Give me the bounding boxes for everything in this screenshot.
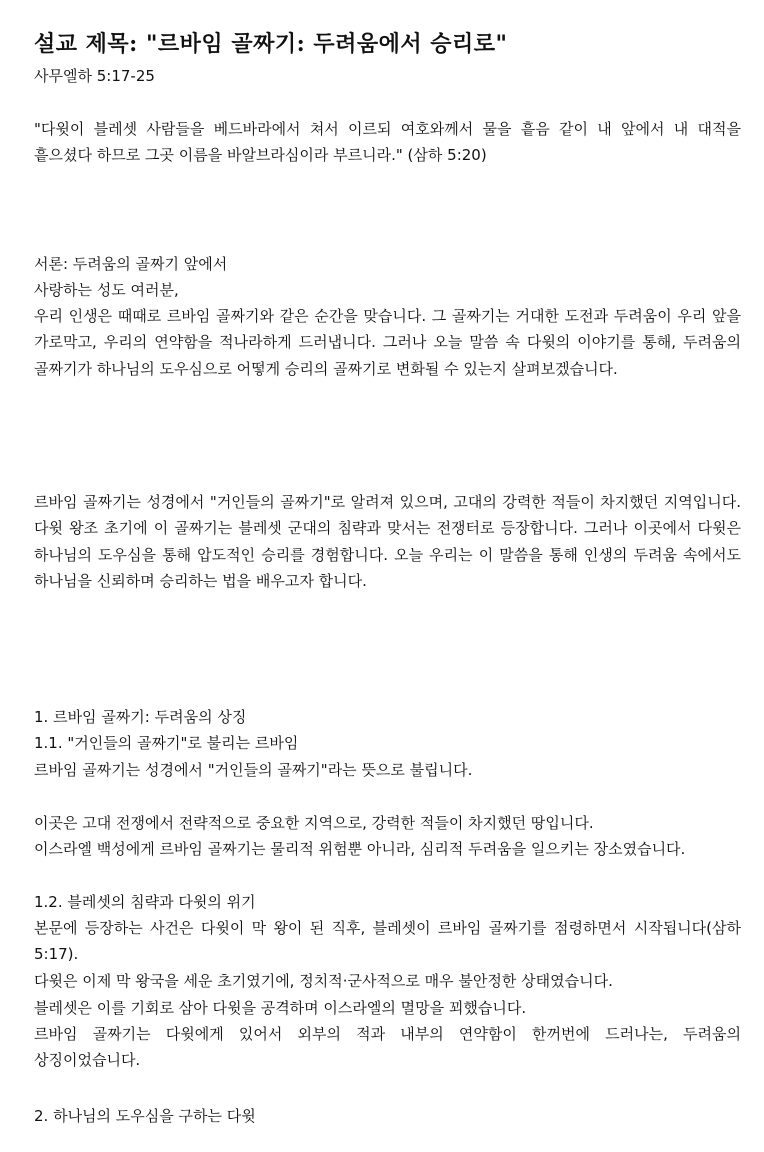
section1-sub2-line4: 르바임 골짜기는 다윗에게 있어서 외부의 적과 내부의 연약함이 한꺼번에 드러나는, 두려움의 상징이었습니다. xyxy=(34,1025,741,1070)
section1-sub2-heading: 1.2. 블레셋의 침략과 다윗의 위기 xyxy=(34,893,256,911)
sermon-title: 설교 제목: "르바임 골짜기: 두려움에서 승리로" xyxy=(34,31,508,57)
section2-heading: 2. 하나님의 도우심을 구하는 다윗 xyxy=(34,1107,256,1125)
scripture-reference: 사무엘하 5:17-25 xyxy=(34,67,155,85)
section1-sub2-line3: 블레셋은 이를 기회로 삼아 다윗을 공격하며 이스라엘의 멸망을 꾀했습니다. xyxy=(34,999,527,1017)
intro-greeting: 사랑하는 성도 여러분, xyxy=(34,281,179,299)
section1-sub1-line1: 르바임 골짜기는 성경에서 "거인들의 골짜기"라는 뜻으로 불립니다. xyxy=(34,761,473,779)
section1-sub2-line1: 본문에 등장하는 사건은 다윗이 막 왕이 된 직후, 블레셋이 르바임 골짜기를 점령하면서 시작됩니다(삼하 5:17). xyxy=(34,919,741,964)
section1-sub1-heading: 1.1. "거인들의 골짜기"로 불리는 르바임 xyxy=(34,734,299,752)
section1-sub1-line2: 이곳은 고대 전쟁에서 전략적으로 중요한 지역으로, 강력한 적들이 차지했던 땅입니다. xyxy=(34,814,594,832)
section1-sub2-line2: 다윗은 이제 막 왕국을 세운 초기였기에, 정치적·군사적으로 매우 불안정한 상태였습니다. xyxy=(34,972,613,990)
section1-sub1-line3: 이스라엘 백성에게 르바임 골짜기는 물리적 위험뿐 아니라, 심리적 두려움을 일으키는 장소였습니다. xyxy=(34,840,686,858)
intro-paragraph-2: 르바임 골짜기는 성경에서 "거인들의 골짜기"로 알려져 있으며, 고대의 강력한 적들이 차지했던 지역입니다. 다윗 왕조 초기에 이 골짜기는 블레셋 군대의 침략과 맞서는 전쟁터로 등장합니다. 그러나 이곳에서 다윗은 하나님의 도우심을 통해 압도적인 승리를 경험합니다. 오늘 우리는 이 말씀을 통해 인생의 두려움 속에서도 하나님을 신뢰하며 승리하는 법을 배우고자 합니다. xyxy=(34,493,741,591)
key-verse: "다윗이 블레셋 사람들을 베드바라에서 쳐서 이르되 여호와께서 물을 흩음 같이 내 앞에서 내 대적을 흩으셨다 하므로 그곳 이름을 바알브라심이라 부르니라." (삼하 5:20) xyxy=(34,120,741,165)
section1-heading: 1. 르바임 골짜기: 두려움의 상징 xyxy=(34,708,247,726)
intro-paragraph: 우리 인생은 때때로 르바임 골짜기와 같은 순간을 맞습니다. 그 골짜기는 거대한 도전과 두려움이 우리 앞을 가로막고, 우리의 연약함을 적나라하게 드러냅니다. 그러나 오늘 말씀 속 다윗의 이야기를 통해, 두려움의 골짜기가 하나님의 도우심으로 어떻게 승리의 골짜기로 변화될 수 있는지 살펴보겠습니다. xyxy=(34,307,741,378)
intro-heading: 서론: 두려움의 골짜기 앞에서 xyxy=(34,255,228,273)
